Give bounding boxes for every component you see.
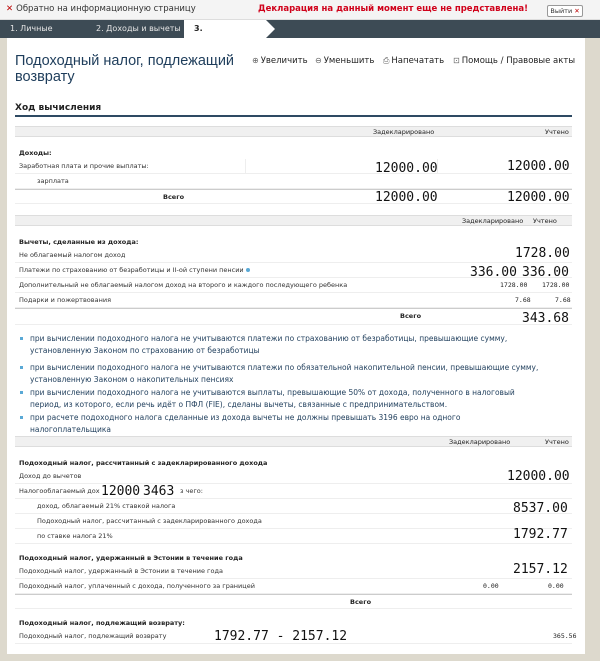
header-declared: Задекларировано: [449, 438, 511, 446]
row-label: Дополнительный не облагаемый налогом доход на второго и каждого последующего ребенка: [19, 281, 348, 289]
note-item: при вычислении подоходного налога не учитываются платежи по страхованию от безработицы, превышающие сумму, установленную Законом по страхованию от безработицы: [20, 333, 540, 356]
deduction-accepted: 7.68: [555, 296, 571, 304]
note-item: при расчете подоходного налога сделанные из дохода вычеты не должны превышать 3196 евро на одного налогоплательщика: [20, 412, 540, 435]
header-accepted: Учтено: [545, 438, 569, 446]
row-label: по ставке налога 21%: [37, 532, 113, 540]
page-title: Подоходный налог, подлежащий возврату: [15, 53, 235, 85]
zoom-in-button[interactable]: [252, 56, 308, 66]
table-header: [15, 215, 572, 226]
total-label: Всего: [350, 598, 372, 606]
print-button[interactable]: [383, 56, 444, 66]
table-row-total: [15, 594, 572, 609]
zoom-in-icon: ⊕: [252, 56, 259, 65]
row-label: Доход до вычетов: [19, 472, 82, 480]
header-accepted: Учтено: [545, 128, 569, 136]
row-label: [19, 266, 250, 274]
deduction-accepted: 1728.00: [515, 246, 570, 261]
tax-declared: 0.00: [483, 582, 499, 590]
grid-col: [245, 159, 246, 173]
refund-accepted: 365.56: [553, 632, 577, 640]
income-total-declared: 12000.00: [375, 190, 438, 205]
table-row-total: [15, 189, 572, 204]
deductions-group-title: Вычеты, сделанные из дохода:: [19, 238, 139, 246]
row-label: зарплата: [37, 177, 69, 185]
row-label: Заработная плата и прочие выплаты:: [19, 162, 149, 170]
tax-table: [15, 436, 577, 646]
withheld-group-title: Подоходный налог, удержанный в Эстонии в течение года: [19, 554, 243, 562]
section-divider: [15, 115, 572, 117]
right-margin: [585, 38, 600, 661]
income-declared: 12000.00: [375, 161, 438, 176]
row-label: Подоходный налог, уплаченный с дохода, полученного за границей: [19, 582, 255, 590]
table-row: [15, 484, 572, 499]
table-row: [15, 469, 572, 484]
bottom-bar: [0, 654, 600, 661]
info-icon[interactable]: [246, 268, 250, 272]
income-total-accepted: 12000.00: [507, 190, 570, 205]
header-declared: Задекларировано: [462, 217, 524, 225]
table-header: [15, 126, 572, 137]
deduction-declared: 336.00: [470, 265, 517, 280]
row-label: з чего:: [180, 487, 203, 495]
declaration-notice: Декларация на данный момент еще не представлена!: [258, 4, 528, 14]
header-accepted: Учтено: [533, 217, 557, 225]
print-icon: ⎙: [383, 56, 390, 65]
row-label: Подоходный налог, подлежащий возврату: [19, 632, 167, 640]
note-item: при вычислении подоходного налога не учитываются платежи по обязательной накопительной пенсии, превышающие сумму, установленную Законом о накопительных пенсиях: [20, 362, 540, 385]
total-label: Всего: [400, 312, 422, 320]
row-label: Подоходный налог, рассчитанный с задекларированного дохода: [37, 517, 262, 525]
taxable-value-a: 12000: [101, 484, 141, 499]
deduction-declared: 1728.00: [500, 281, 528, 289]
row-label: Налогооблагаемый дох: [19, 487, 100, 495]
table-row: [15, 293, 572, 308]
table-row: [15, 579, 572, 594]
tax-accepted: 1792.77: [513, 527, 568, 542]
row-label: Подарки и пожертвования: [19, 296, 111, 304]
steps-bar: [0, 20, 600, 38]
tax-accepted: 2157.12: [513, 562, 568, 577]
income-accepted: 12000.00: [507, 159, 570, 174]
step-confirmation[interactable]: 3.: [184, 20, 266, 38]
deduction-declared: 7.68: [515, 296, 531, 304]
income-table: [15, 126, 572, 206]
left-margin: [0, 38, 7, 661]
row-label: доход, облагаемый 21% ставкой налога: [37, 502, 176, 510]
logout-label: Выйти: [550, 7, 573, 15]
print-label: Напечатать: [391, 56, 445, 66]
top-bar: [0, 0, 600, 20]
table-row: [15, 248, 572, 263]
section-title: Ход вычисления: [15, 103, 102, 113]
row-label: Подоходный налог, удержанный в Эстонии в течение года: [19, 567, 223, 575]
zoom-out-button[interactable]: [315, 56, 374, 66]
taxable-value-b: 3463: [143, 484, 175, 499]
back-to-info-link[interactable]: [6, 4, 196, 14]
table-header: [15, 436, 572, 447]
step-personal-data[interactable]: 1. Личные: [10, 24, 53, 33]
note-item: при вычислении подоходного налога не учитываются выплаты, превышающие 50% от дохода, полученного в налоговый период, из которого, если речь идёт о ПФЛ (FIE), сделаны вычеты, связанные с предпринимательством.: [20, 387, 540, 410]
table-row: [15, 278, 572, 293]
table-row: [15, 174, 572, 189]
header-declared: Задекларировано: [373, 128, 435, 136]
help-icon: ⊡: [453, 56, 460, 65]
close-icon: ✕: [6, 4, 14, 14]
income-group-title: Доходы:: [19, 149, 52, 157]
total-label: Всего: [163, 193, 185, 201]
table-row: [15, 499, 572, 514]
close-icon: ✕: [574, 7, 580, 15]
logout-button[interactable]: [547, 5, 583, 17]
tax-group-title: Подоходный налог, рассчитанный с задекларированного дохода: [19, 459, 268, 467]
help-button[interactable]: [453, 56, 575, 66]
step-income-deductions[interactable]: 2. Доходы и вычеты: [96, 24, 181, 33]
table-row: [15, 159, 572, 174]
table-row: [15, 564, 572, 579]
zoom-in-label: Увеличить: [260, 56, 308, 66]
table-row: [15, 514, 572, 529]
tax-accepted: 8537.00: [513, 501, 568, 516]
back-link-label: Обратно на информационную страницу: [16, 4, 196, 14]
tax-accepted: 12000.00: [507, 469, 570, 484]
deduction-accepted: 336.00: [522, 265, 569, 280]
zoom-out-label: Уменьшить: [323, 56, 375, 66]
help-label: Помощь / Правовые акты: [461, 56, 576, 66]
table-row: [15, 629, 577, 644]
refund-group-title: Подоходный налог, подлежащий возврату:: [19, 619, 185, 627]
row-label: Не облагаемый налогом доход: [19, 251, 126, 259]
refund-formula: 1792.77 - 2157.12: [214, 629, 348, 644]
deductions-total: 343.68: [522, 311, 569, 326]
deduction-accepted: 1728.00: [542, 281, 570, 289]
row-label-text: Платежи по страхованию от безработицы и II-ой ступени пенсии: [19, 266, 244, 274]
tax-accepted: 0.00: [548, 582, 564, 590]
deductions-table: [15, 215, 572, 325]
table-row: [15, 263, 572, 278]
table-row: [15, 529, 572, 544]
zoom-out-icon: ⊖: [315, 56, 322, 65]
table-row-total: [15, 308, 572, 325]
